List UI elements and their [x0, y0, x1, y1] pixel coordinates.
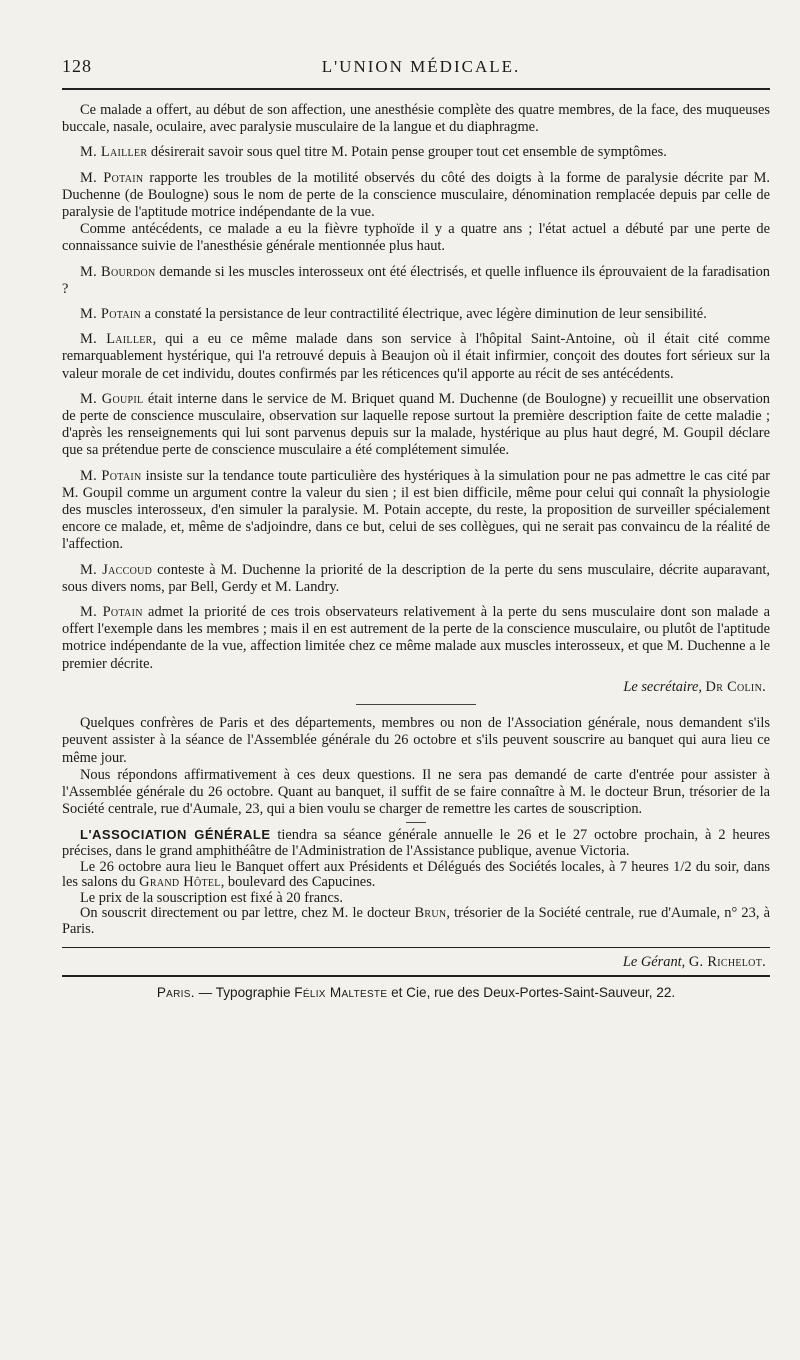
paragraph-7 — [62, 331, 770, 383]
paragraph-text: demande si les muscles interosseux ont été électrisés, et quelle influence ils éprouvaient de la faradisation ? — [62, 263, 771, 297]
page-header — [62, 56, 770, 86]
paragraph-text: , trésorier de la Société centrale, rue d'Aumale, n° 23, à Paris. — [62, 905, 770, 937]
imprint-text: — Typographie — [194, 985, 295, 1001]
gerant-role: Le Gérant, — [622, 954, 686, 971]
signature-name: Dr Colin. — [705, 678, 766, 695]
notice-1: Quelques confrères de Paris et des départements, membres ou non de l'Association générale, nous demandent s'ils peuvent assister à la séance de l'Assemblée générale du 26 octobre et s'ils peuvent souscrire au banquet qui aura lieu ce même jour. — [62, 715, 770, 766]
speaker-name: M. Bourdon — [80, 263, 156, 280]
paragraph-text: rapporte les troubles de la motilité observés du côté des doigts à la forme de paralysie décrite par M. Duchenne (de Boulogne) sous le nom de perte de la conscience musculaire, dénomination remplacée depuis par celle de paralysie de l'aptitude motrice indépendante de la vue. — [62, 169, 771, 221]
speaker-name: M. Goupil — [80, 390, 144, 407]
paragraph-text: tiendra sa séance générale annuelle le 26 et le 27 octobre prochain, à 2 heures précises, dans le grand amphithéâtre de l'Administration de l'Assistance publique, avenue Victoria. — [62, 827, 770, 859]
paragraph-text: insiste sur la tendance toute particulière des hystériques à la simulation pour ne pas admettre le cas cité par M. Goupil comme un argument contre la valeur du sien ; il est bien difficile, même pour celui qui connaît la physiologie des muscles interosseux, d'en simuler la paralysie. M. Potain accepte, du reste, la proposition de surveiller spécialement encore ce malade, et, même de s'adjoindre, dans ce but, celui de ses collègues, qui ne serait pas convaincu de la réalité de l'affection. — [62, 467, 770, 553]
paragraph-text: Le 26 octobre aura lieu le Banquet offert aux Présidents et Délégués des Sociétés locales, à 7 heures 1/2 du soir, dans les salons du — [62, 858, 770, 891]
paragraph-4: Comme antécédents, ce malade a eu la fièvre typhoïde il y a quatre ans ; l'état actuel a débuté par une perte de connaissance suivie de l'anesthésie générale mentionnée plus haut. — [62, 221, 770, 255]
paragraph-2 — [62, 144, 770, 161]
association-lead: L'ASSOCIATION GÉNÉRALE — [80, 827, 271, 843]
association-paragraph-2 — [62, 860, 770, 891]
paragraph-10 — [62, 562, 770, 596]
speaker-name: M. Potain — [80, 467, 142, 484]
paragraph-text: admet la priorité de ces trois observateurs relativement à la perte du sens musculaire dont son malade a offert l'exemple dans les membres ; mais il en est autrement de la perte de la conscience musculaire, ou plutôt de l'aptitude motrice indépendante de la vue, affection limitée chez ce même malade aux muscles interosseux, et que M. Duchenne a le premier décrite. — [62, 604, 771, 672]
speaker-name: M. Potain — [80, 306, 141, 323]
signature-role: Le secrétaire, — [623, 678, 702, 695]
paragraph-text: conteste à M. Duchenne la priorité de la description de la perte du sens musculaire, décrite auparavant, sous divers noms, par Bell, Gerdy et M. Landry. — [62, 561, 770, 595]
speaker-name: M. Potain — [80, 169, 144, 186]
section-divider — [356, 704, 476, 705]
association-paragraph-1 — [62, 827, 770, 859]
notice-2: Nous répondons affirmativement à ces deux questions. Il ne sera pas demandé de carte d'entrée pour assister à l'Assemblée générale du 26 octobre. Quant au banquet, il suffit de se faire connaître à M. le docteur Brun, trésorier de la Société centrale, rue d'Aumale, 23, qui a bien voulu se charger de remettre les cartes de souscription. — [62, 766, 770, 818]
paragraph-6 — [62, 306, 770, 323]
speaker-name: M. Jaccoud — [80, 561, 153, 578]
paragraph-text: , qui a eu ce même malade dans son service à l'hôpital Saint-Antoine, où il était cité comme remarquablement hystérique, qui l'a retrouvé depuis à Beaujon où il était infirmier, conçoit des doutes fort sérieux sur la valeur morale de cet individu, doutes confirmés par les réticences qu'il apporte au récit de ses antécédents. — [62, 331, 770, 382]
paragraph-8 — [62, 391, 770, 460]
paragraph-11 — [62, 604, 770, 673]
paragraph-5 — [62, 264, 770, 298]
association-paragraph-4 — [62, 906, 770, 937]
gerant-name: G. Richelot. — [688, 954, 766, 971]
paragraph-9 — [62, 468, 770, 554]
paragraph-text: désirerait savoir sous quel titre M. Potain pense grouper tout cet ensemble de symptômes. — [147, 144, 667, 161]
hotel-name: Grand Hôtel — [139, 874, 221, 891]
association-section — [62, 827, 770, 937]
minutes-section — [62, 102, 770, 696]
paragraph-text: a constaté la persistance de leur contractilité électrique, avec légère diminution de leur sensibilité. — [141, 306, 707, 323]
paragraph-3 — [62, 170, 770, 222]
speaker-name: M. Lailler — [80, 144, 148, 161]
imprint-address: et Cie, rue des Deux-Portes-Saint-Sauveur, 22. — [387, 985, 676, 1001]
secretary-signature — [62, 679, 770, 696]
imprint-city: Paris. — [156, 985, 195, 1001]
treasurer-name: Brun — [414, 905, 447, 922]
speaker-name: M. Potain — [80, 604, 143, 621]
notices-section — [62, 715, 770, 818]
notice-divider — [406, 822, 426, 823]
running-title: L'UNION MÉDICALE. — [321, 57, 521, 76]
page-number: 128 — [62, 56, 92, 76]
printer-imprint — [62, 975, 770, 1000]
paragraph-text: On souscrit directement ou par lettre, chez M. le docteur — [80, 905, 415, 922]
paragraph-text: , boulevard des Capucines. — [220, 874, 376, 891]
speaker-name: M. Lailler — [80, 331, 153, 348]
paragraph-text: était interne dans le service de M. Briquet quand M. Duchenne (de Boulogne) y recueillit une observation de perte de conscience musculaire, observation sur laquelle repose surtout la première description faite de cette maladie ; d'après les renseignements qui lui sont parvenus depuis sur la malade, hystérique au plus haut degré, M. Goupil déclare que sa prétendue perte de conscience musculaire a été complétement simulée. — [62, 390, 770, 459]
association-paragraph-3: Le prix de la souscription est fixé à 20 francs. — [80, 889, 343, 906]
header-rule — [62, 88, 770, 90]
paragraph-1: Ce malade a offert, au début de son affection, une anesthésie complète des quatre membres, de la face, des muqueuses buccale, nasale, oculaire, avec paralysie musculaire de la langue et du diaphragme. — [62, 102, 770, 136]
gerant-signature — [62, 947, 770, 971]
imprint-printer: Félix Malteste — [294, 985, 388, 1001]
